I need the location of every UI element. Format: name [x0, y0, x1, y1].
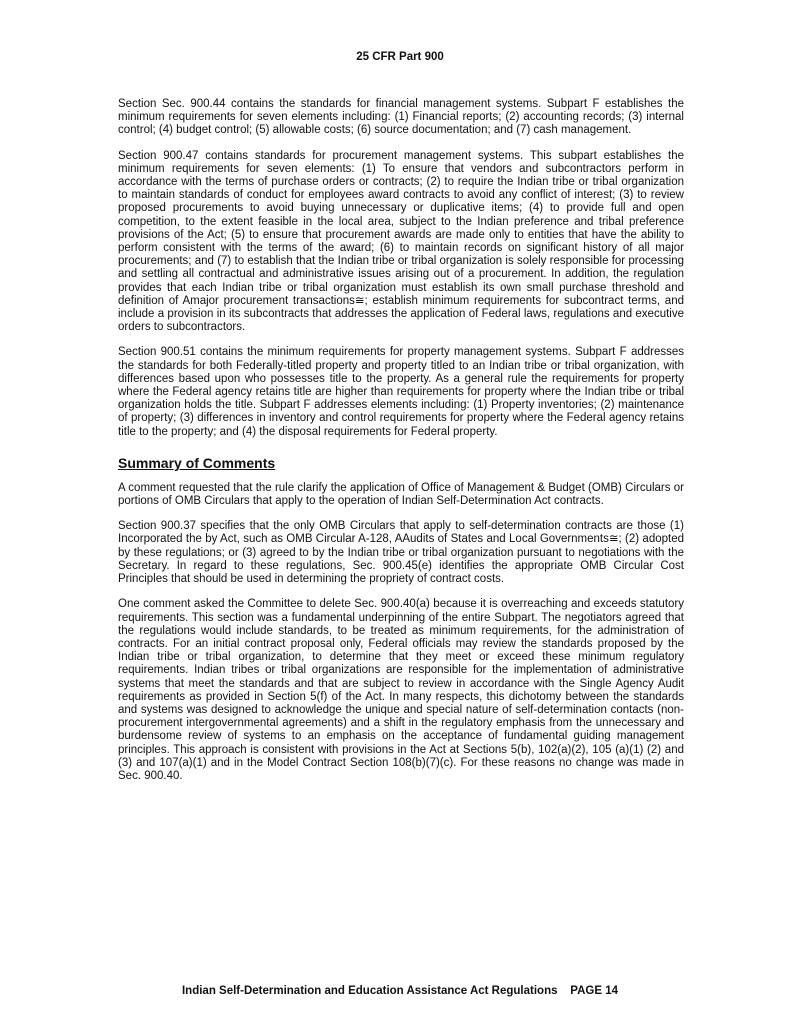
- footer-title: Indian Self-Determination and Education Assistance Act Regulations: [181, 985, 558, 997]
- page-header-title: 25 CFR Part 900: [356, 51, 444, 63]
- page-content: [118, 98, 684, 795]
- footer-page-number: PAGE 14: [570, 985, 619, 997]
- paragraph-procurement-management: Section 900.47 contains standards for procurement management systems. This subpart establishes the minimum requirements for seven elements: (1) To ensure that vendors and subcontractors perform in accordance with the terms of purchase orders or contracts; (2) to require the Indian tribe or tribal organization to maintain standards of conduct for employees award contracts to avoid any conflict of interest; (3) to review proposed procurements to avoid buying unnecessary or duplicative items; (4) to provide full and open competition, to the extent feasible in the local area, subject to the Indian preference and tribal preference provisions of the Act; (5) to ensure that procurement awards are made only to entities that have the ability to perform consistent with the terms of the award; (6) to maintain records on significant history of all major procurements; and (7) to establish that the Indian tribe or tribal organization is solely responsible for processing and settling all contractual and administrative issues arising out of a procurement. In addition, the regulation provides that each Indian tribe or tribal organization must establish its own small purchase threshold and definition of Amajor procurement transactions≅; establish minimum requirements for subcontract terms, and include a provision in its subcontracts that addresses the application of Federal laws, regulations and executive orders to subcontractors.: [118, 149, 684, 334]
- page-footer: [0, 985, 800, 997]
- paragraph-financial-management: Section Sec. 900.44 contains the standards for financial management systems. Subpart F establishes the minimum requirements for seven elements including: (1) Financial reports; (2) accounting records; (3) internal control; (4) budget control; (5) allowable costs; (6) source documentation; and (7) cash management.: [118, 98, 684, 137]
- paragraph-omb-comment: A comment requested that the rule clarify the application of Office of Management & Budget (OMB) Circulars or portions of OMB Circulars that apply to the operation of Indian Self-Determination Act contracts.: [118, 481, 684, 508]
- paragraph-omb-circulars-response: Section 900.37 specifies that the only OMB Circulars that apply to self-determination contracts are those (1) Incorporated the by Act, such as OMB Circular A-128, AAudits of States and Local Governments≅; (2) adopted by these regulations; or (3) agreed to by the Indian tribe or tribal organization pursuant to negotiations with the Secretary. In regard to these regulations, Sec. 900.45(e) identifies the appropriate OMB Circular Cost Principles that should be used in determining the propriety of contract costs.: [118, 520, 684, 586]
- summary-of-comments-heading: Summary of Comments: [118, 454, 276, 471]
- paragraph-property-management: Section 900.51 contains the minimum requirements for property management systems. Subpart F addresses the standards for both Federally-titled property and property titled to an Indian tribe or tribal organization, with differences based upon who possesses title to the property. As a general rule the requirements for property where the Federal agency retains title are higher than requirements for property where the Indian tribe or tribal organization holds the title. Subpart F addresses elements including: (1) Property inventories; (2) maintenance of property; (3) differences in inventory and control requirements for property where the Federal agency retains title to the property; and (4) the disposal requirements for Federal property.: [118, 346, 684, 438]
- paragraph-delete-900-40a: One comment asked the Committee to delete Sec. 900.40(a) because it is overreaching and exceeds statutory requirements. This section was a fundamental underpinning of the entire Subpart. The negotiators agreed that the regulations would include standards, to be treated as minimum requirements, for the administration of contracts. For an initial contract proposal only, Federal officials may review the standards proposed by the Indian tribe or tribal organization, to determine that they meet or exceed these minimum regulatory requirements. Indian tribes or tribal organizations are responsible for the implementation of administrative systems that meet the standards and that are subject to review in accordance with the Single Agency Audit requirements as provided in Section 5(f) of the Act. In many respects, this dichotomy between the standards and systems was designed to acknowledge the unique and special nature of self-determination contacts (non-procurement intergovernmental agreements) and a shift in the regulatory emphasis from the unnecessary and burdensome review of systems to an emphasis on the acceptance of fundamental guiding management principles. This approach is consistent with provisions in the Act at Sections 5(b), 102(a)(2), 105 (a)(1) (2) and (3) and 107(a)(1) and in the Model Contract Section 108(b)(7)(c). For these reasons no change was made in Sec. 900.40.: [118, 598, 684, 782]
